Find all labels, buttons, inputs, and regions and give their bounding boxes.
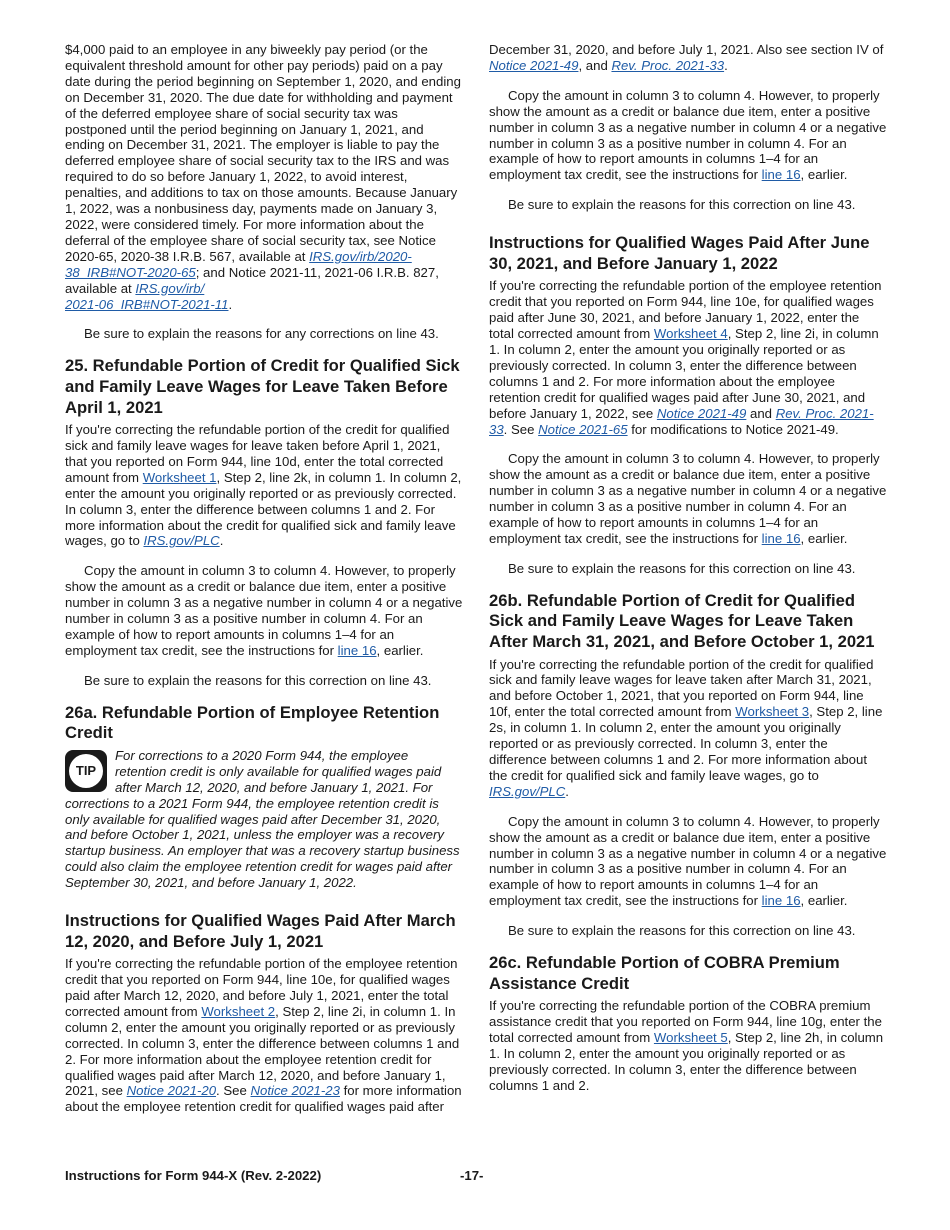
irb-2021-06-link[interactable]: IRS.gov/irb/ 2021-06_IRB#NOT-2021-11	[65, 280, 229, 312]
worksheet-5-link[interactable]: Worksheet 5	[653, 1030, 728, 1046]
tip-text: For corrections to a 2020 Form 944, the employee retention credit is only available for qualified wages paid after March 12, 2020, and before January 1, 2021. For corrections to a 2021 Form 944, the employee retention credit is only available for qualified wages paid after December 31, 2020, and before October 1, 2021, unless the employer was a recovery startup business. An employer that was a recovery startup business could also claim the employee retention credit for wages paid after September 30, 2021, and before January 1, 2022.	[65, 747, 460, 891]
notice-2021-23-link[interactable]: Notice 2021-23	[250, 1083, 340, 1099]
june-instructions-heading: Instructions for Qualified Wages Paid After June 30, 2021, and Before January 1, 2022	[489, 233, 870, 273]
march-instructions-heading: Instructions for Qualified Wages Paid After March 12, 2020, and Before July 1, 2021	[65, 911, 456, 951]
left-column	[65, 42, 463, 1129]
line-16-link[interactable]: line 16	[761, 167, 801, 183]
right-column	[489, 42, 887, 1108]
worksheet-2-link[interactable]: Worksheet 2	[201, 1003, 276, 1019]
notice-2021-65-link[interactable]: Notice 2021-65	[538, 421, 628, 437]
rev-proc-2021-33-link[interactable]: Rev. Proc. 2021-33	[611, 57, 725, 73]
page-number: -17-	[460, 1168, 484, 1183]
irs-plc-link[interactable]: IRS.gov/PLC	[143, 533, 220, 549]
worksheet-4-link[interactable]: Worksheet 4	[653, 326, 728, 342]
line-16-link[interactable]: line 16	[761, 893, 801, 909]
worksheet-1-link[interactable]: Worksheet 1	[142, 469, 217, 485]
section-25-heading: 25. Refundable Portion of Credit for Qualified Sick and Family Leave Wages for Leave Taken Before April 1, 2021	[65, 356, 460, 417]
notice-2021-49-link[interactable]: Notice 2021-49	[656, 405, 747, 421]
section-26c-heading: 26c. Refundable Portion of COBRA Premium Assistance Credit	[489, 953, 840, 993]
section-26a-heading: 26a. Refundable Portion of Employee Retention Credit	[65, 702, 440, 743]
section-26b-heading: 26b. Refundable Portion of Credit for Qualified Sick and Family Leave Wages for Leave Taken After March 31, 2021, and Before October 1, 2021	[489, 590, 875, 651]
line-16-link[interactable]: line 16	[761, 530, 801, 546]
notice-2021-49-link[interactable]: Notice 2021-49	[489, 57, 579, 73]
explain-note: Be sure to explain the reasons for this correction on line 43.	[84, 672, 432, 688]
line-16-link[interactable]: line 16	[337, 642, 377, 658]
tip-icon: TIP	[65, 750, 107, 792]
june-instructions-paragraph: If you're correcting the refundable portion of the employee retention credit that you reported on Form 944, line 10e, for qualified wages paid after June 30, 2021, and before January 1, 2022, enter the total corrected amount from Worksheet 4, Step 2, line 2i, in column 1. In column 2, enter the amount you originally reported or as previously corrected. In column 3, enter the difference between columns 1 and 2. For more information about the employee retention credit for qualified wages paid after June 30, 2021, and before January 1, 2022, see Notice 2021-49 and Rev. Proc. 2021-33. See Notice 2021-65 for modifications to Notice 2021-49.	[489, 278, 882, 437]
explain-note: Be sure to explain the reasons for any corrections on line 43.	[84, 326, 439, 342]
section-26b-copy-paragraph: Copy the amount in column 3 to column 4. However, to properly show the amount as a credit or balance due item, enter a positive number in column 3 as a negative number in column 4 or a negative number in column 3 as a positive number in column 4. For an example of how to report amounts in columns 1–4 for an employment tax credit, see the instructions for line 16, earlier.	[489, 813, 887, 909]
footer-form-title: Instructions for Form 944-X (Rev. 2-2022)	[65, 1168, 322, 1183]
march-copy-paragraph: Copy the amount in column 3 to column 4. However, to properly show the amount as a credit or balance due item, enter a positive number in column 3 as a negative number in column 4 or a negative number in column 3 as a positive number in column 4. For an example of how to report amounts in columns 1–4 for an employment tax credit, see the instructions for line 16, earlier.	[489, 87, 887, 183]
tip-box	[65, 748, 463, 891]
explain-note: Be sure to explain the reasons for this correction on line 43.	[508, 923, 856, 939]
irs-plc-link[interactable]: IRS.gov/PLC	[489, 783, 566, 799]
section-26c-paragraph: If you're correcting the refundable portion of the COBRA premium assistance credit that you reported on Form 944, line 10g, enter the total corrected amount from Worksheet 5, Step 2, line 2h, in column 1. In column 2, enter the amount you originally reported or as previously corrected. In column 3, enter the difference between columns 1 and 2.	[489, 998, 884, 1093]
notice-2021-20-link[interactable]: Notice 2021-20	[126, 1083, 217, 1099]
section-25-paragraph: If you're correcting the refundable portion of the credit for qualified sick and family leave wages for leave taken before April 1, 2021, that you reported on Form 944, line 10d, enter the total corrected amount from Worksheet 1, Step 2, line 2k, in column 1. In column 2, enter the amount you originally reported or as previously corrected. In column 3, enter the difference between columns 1 and 2. For more information about the credit for qualified sick and family leave wages, go to IRS.gov/PLC.	[65, 422, 462, 549]
worksheet-3-link[interactable]: Worksheet 3	[735, 704, 810, 720]
june-copy-paragraph: Copy the amount in column 3 to column 4. However, to properly show the amount as a credit or balance due item, enter a positive number in column 3 as a negative number in column 4 or a negative number in column 3 as a positive number in column 4. For an example of how to report amounts in columns 1–4 for an employment tax credit, see the instructions for line 16, earlier.	[489, 451, 887, 546]
explain-note: Be sure to explain the reasons for this correction on line 43.	[508, 197, 856, 213]
section-26b-paragraph: If you're correcting the refundable portion of the credit for qualified sick and family leave wages for leave taken after March 31, 2021, and before October 1, 2021, that you reported on Form 944, line 10f, enter the total corrected amount from Worksheet 3, Step 2, line 2s, in column 1. In column 2, enter the amount you originally reported or as previously corrected. In column 3, enter the difference between columns 1 and 2. For more information about the credit for qualified sick and family leave wages, go to IRS.gov/PLC.	[489, 656, 883, 799]
section-25-copy-paragraph: Copy the amount in column 3 to column 4. However, to properly show the amount as a credit or balance due item, enter a positive number in column 3 as a negative number in column 4 or a negative number in column 3 as a positive number in column 4. For an example of how to report amounts in columns 1–4 for an employment tax credit, see the instructions for line 16, earlier.	[65, 563, 463, 658]
irb-2020-38-link[interactable]: IRS.gov/irb/2020-38_IRB#NOT-2020-65	[65, 248, 412, 280]
rev-proc-2021-33-link[interactable]: Rev. Proc. 2021-33	[489, 405, 874, 437]
explain-note: Be sure to explain the reasons for this correction on line 43.	[508, 560, 856, 576]
continued-paragraph: December 31, 2020, and before July 1, 2021. Also see section IV of Notice 2021-49, and Rev. Proc. 2021-33.	[489, 42, 884, 73]
march-instructions-paragraph: If you're correcting the refundable portion of the employee retention credit that you reported on Form 944, line 10e, for qualified wages paid after March 12, 2020, and before July 1, 2021, enter the total corrected amount from Worksheet 2, Step 2, line 2i, in column 1. In column 2, enter the amount you originally reported or as previously corrected. In column 3, enter the difference between columns 1 and 2. For more information about the employee retention credit for qualified wages paid after March 12, 2020, and before January 1, 2021, see Notice 2021-20. See Notice 2021-23 for more information about the employee retention credit for qualified wages paid after	[65, 956, 462, 1115]
deferral-paragraph: $4,000 paid to an employee in any biweekly pay period (or the equivalent threshold amount for other pay periods) paid on a pay date during the period beginning on September 1, 2020, and ending on December 31, 2020. The due date for withholding and payment of the deferred employee share of social security tax was postponed until the period beginning on January 1, 2021, and ending on December 31, 2021. The employer is liable to pay the deferred employee share of social security tax to the IRS and was required to do so before January 1, 2022, to avoid interest, penalties, and additions to tax on those amounts. Because January 1, 2022, was a nonbusiness day, payments made on January 3, 2022, were considered timely. For more information about the deferral of the employee share of social security tax, see Notice 2020-65, 2020-38 I.R.B. 567, available at IRS.gov/irb/2020-38_IRB#NOT-2020-65; and Notice 2021-11, 2021-06 I.R.B. 827, available at IRS.gov/irb/ 2021-06_IRB#NOT-2021-11.	[65, 42, 461, 312]
